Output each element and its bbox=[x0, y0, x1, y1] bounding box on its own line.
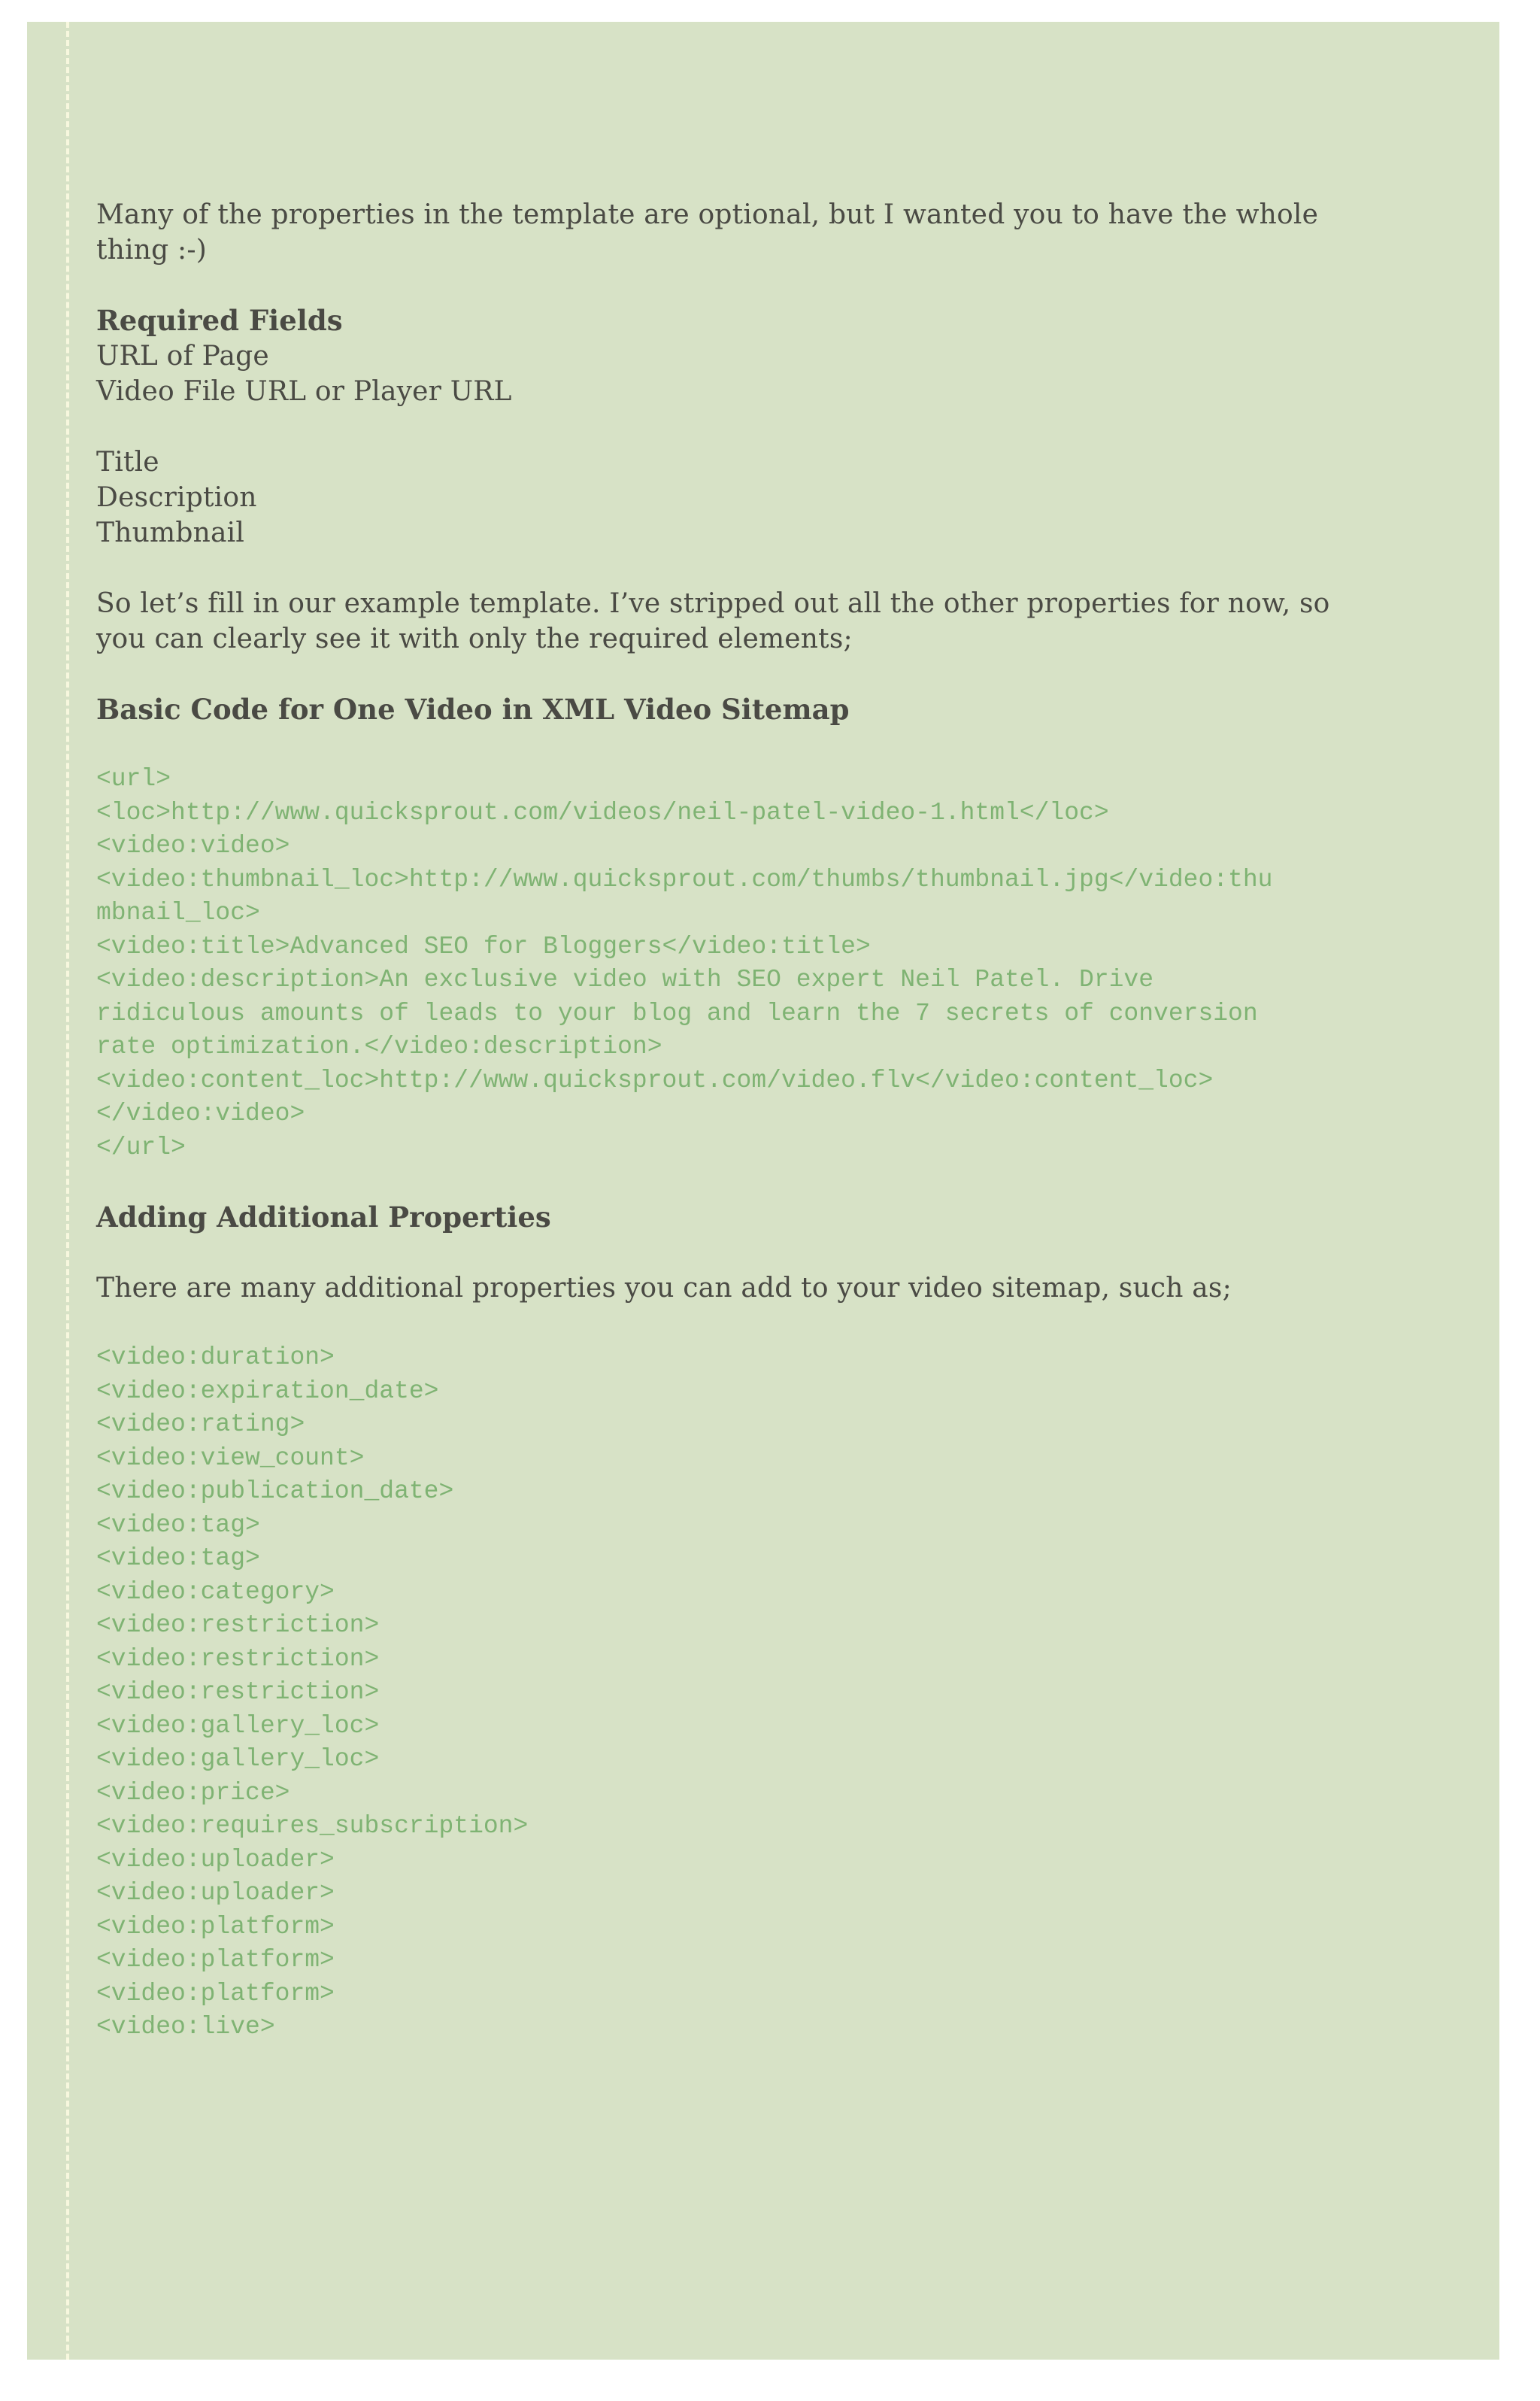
property-line: <video:tag> bbox=[96, 1510, 260, 1539]
property-line: <video:rating> bbox=[96, 1410, 305, 1438]
property-line: <video:uploader> bbox=[96, 1879, 335, 1907]
fill-text-line-1: So let’s fill in our example template. I’ve stripped out all the other properties for now, so bbox=[96, 588, 1330, 619]
property-line: <video:gallery_loc> bbox=[96, 1745, 380, 1773]
property-line: <video:duration> bbox=[96, 1343, 335, 1371]
required-item: Description bbox=[96, 482, 257, 513]
stitched-border bbox=[66, 22, 69, 2360]
property-line: <video:platform> bbox=[96, 1979, 335, 2008]
required-item: URL of Page bbox=[96, 341, 269, 372]
property-line: <video:category> bbox=[96, 1577, 335, 1606]
additional-properties-heading: Adding Additional Properties bbox=[96, 1200, 551, 1234]
property-line: <video:platform> bbox=[96, 1946, 335, 1974]
fill-text-line-2: you can clearly see it with only the required elements; bbox=[96, 624, 853, 654]
article-body bbox=[96, 197, 1442, 2044]
additional-properties-text: There are many additional properties you can add to your video sitemap, such as; bbox=[96, 1273, 1232, 1304]
basic-code-heading: Basic Code for One Video in XML Video Sitemap bbox=[96, 693, 850, 726]
code-line: </url> bbox=[96, 1133, 186, 1161]
code-line: mbnail_loc> bbox=[96, 899, 260, 927]
intro-line-2: thing :-) bbox=[96, 235, 207, 266]
code-line: <video:content_loc>http://www.quicksprout.com/video.flv</video:content_loc> bbox=[96, 1066, 1214, 1094]
property-line: <video:price> bbox=[96, 1778, 290, 1807]
required-item: Title bbox=[96, 447, 159, 478]
code-line: <video:video> bbox=[96, 832, 290, 860]
code-line: ridiculous amounts of leads to your blog and learn the 7 secrets of conversion bbox=[96, 999, 1258, 1027]
property-line: <video:gallery_loc> bbox=[96, 1711, 380, 1740]
property-line: <video:requires_subscription> bbox=[96, 1812, 529, 1840]
required-item: Thumbnail bbox=[96, 518, 245, 548]
property-line: <video:restriction> bbox=[96, 1644, 380, 1673]
code-line: <video:title>Advanced SEO for Bloggers</video:title> bbox=[96, 932, 871, 961]
property-line: <video:tag> bbox=[96, 1544, 260, 1572]
code-line: rate optimization.</video:description> bbox=[96, 1033, 662, 1061]
property-line: <video:publication_date> bbox=[96, 1477, 454, 1505]
intro-line-1: Many of the properties in the template are optional, but I wanted you to have the whole bbox=[96, 199, 1319, 230]
basic-code-block bbox=[96, 763, 1442, 1164]
page-panel bbox=[27, 22, 1499, 2360]
property-line: <video:uploader> bbox=[96, 1845, 335, 1874]
additional-properties-list bbox=[96, 1341, 1442, 2044]
property-line: <video:expiration_date> bbox=[96, 1377, 439, 1405]
property-line: <video:view_count> bbox=[96, 1443, 365, 1472]
required-item: Video File URL or Player URL bbox=[96, 376, 512, 407]
code-line: <video:description>An exclusive video with SEO expert Neil Patel. Drive bbox=[96, 966, 1154, 994]
property-line: <video:restriction> bbox=[96, 1611, 380, 1639]
code-line: <url> bbox=[96, 765, 171, 793]
required-fields-heading: Required Fields bbox=[96, 304, 343, 337]
property-line: <video:live> bbox=[96, 2013, 275, 2041]
code-line: <loc>http://www.quicksprout.com/videos/neil-patel-video-1.html</loc> bbox=[96, 798, 1109, 827]
property-line: <video:restriction> bbox=[96, 1678, 380, 1706]
code-line: <video:thumbnail_loc>http://www.quicksprout.com/thumbs/thumbnail.jpg</video:thu bbox=[96, 865, 1273, 894]
code-line: </video:video> bbox=[96, 1100, 305, 1128]
property-line: <video:platform> bbox=[96, 1912, 335, 1941]
